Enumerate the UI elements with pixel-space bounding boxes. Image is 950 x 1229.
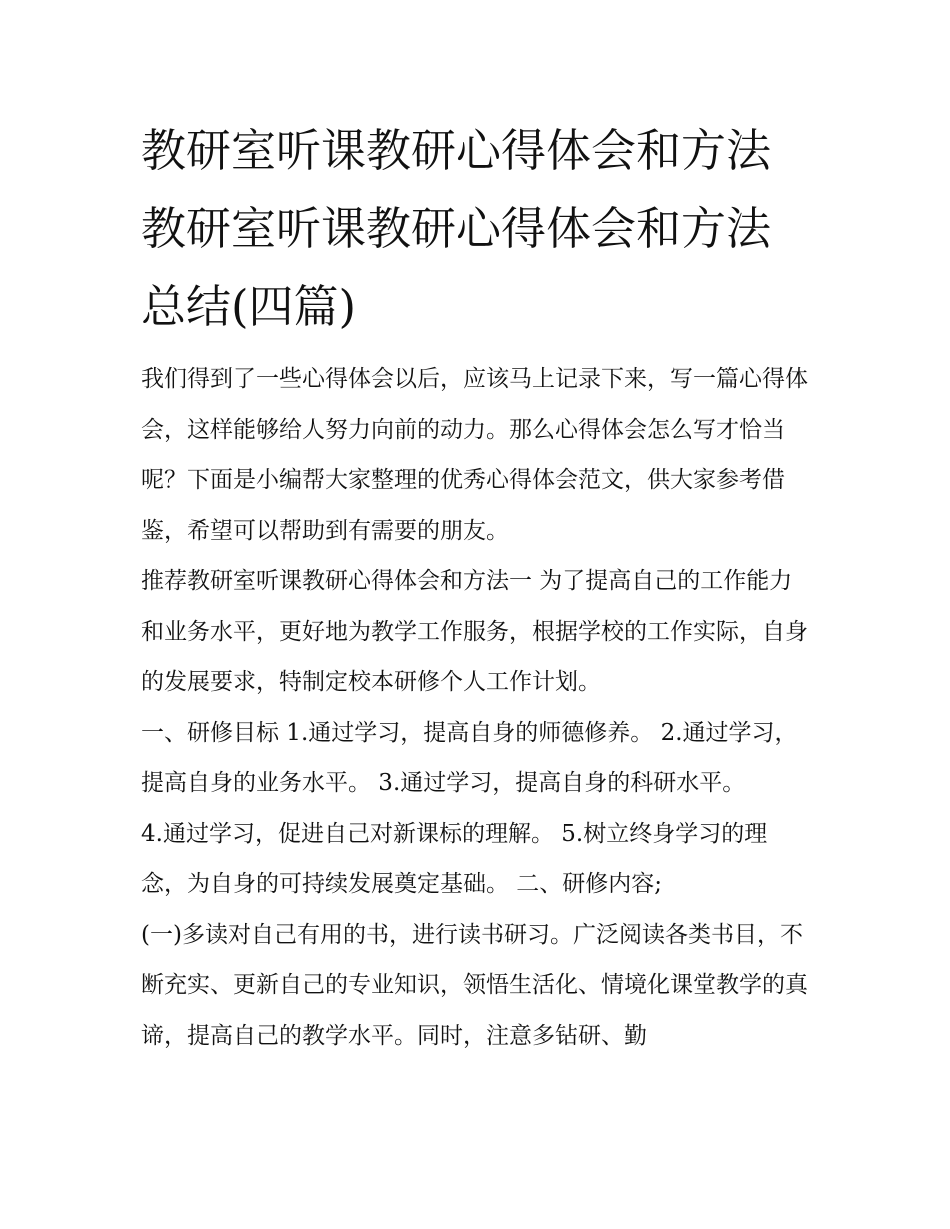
paragraph-intro: 我们得到了一些心得体会以后，应该马上记录下来，写一篇心得体会，这样能够给人努力向前的动力。那么心得体会怎么写才恰当呢？下面是小编帮大家整理的优秀心得体会范文，供大家参考借鉴，希望可以帮助到有需要的朋友。 [141,366,808,544]
paragraph-goals-continued: 4.通过学习，促进自己对新课标的理解。 5.树立终身学习的理念，为自身的可持续发展奠定基础。 二、研修内容; [141,820,768,897]
document-title: 教研室听课教研心得体会和方法 教研室听课教研心得体会和方法总结(四篇) [141,124,772,333]
paragraph-recommendation: 推荐教研室听课教研心得体会和方法一 为了提高自己的工作能力和业务水平，更好地为教学工作服务，根据学校的工作实际，自身的发展要求，特制定校本研修个人工作计划。 [141,568,808,695]
document-body [141,112,813,1061]
paragraph-reading: (一)多读对自己有用的书，进行读书研习。广泛阅读各类书目，不断充实、更新自己的专业知识，领悟生活化、情境化课堂教学的真谛，提高自己的教学水平。同时，注意多钻研、勤 [141,921,808,1049]
paragraph-goals: 一、研修目标 1.通过学习，提高自身的师德修养。 2.通过学习，提高自身的业务水平。 3.通过学习，提高自身的科研水平。 [141,719,798,796]
